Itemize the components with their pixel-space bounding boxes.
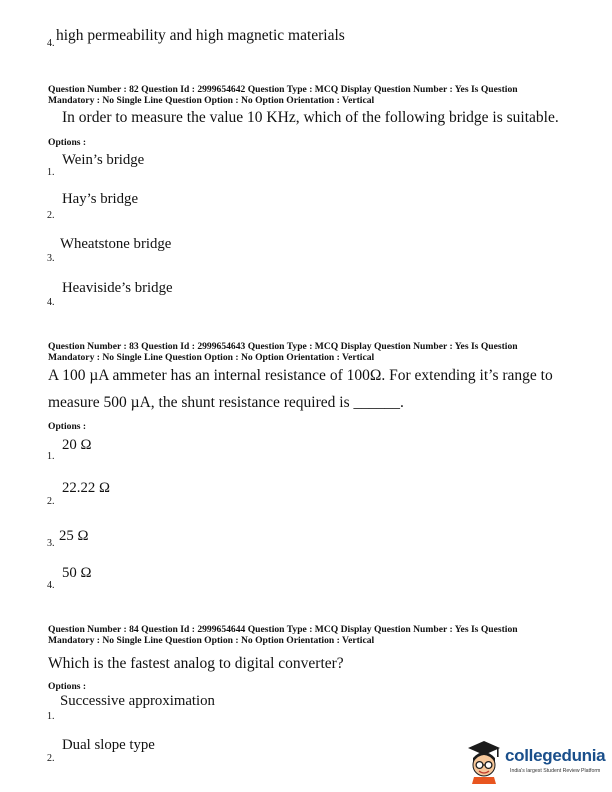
question-83-option-4-text: 50 Ω: [62, 565, 92, 581]
question-82-option-1-number: 1.: [47, 167, 55, 178]
option-number: 4.: [47, 38, 55, 49]
question-82-option-2-number: 2.: [47, 210, 55, 221]
question-83-option-1-text: 20 Ω: [62, 437, 92, 453]
question-84-option-2-text: Dual slope type: [62, 737, 155, 753]
question-83-option-2-number: 2.: [47, 496, 55, 507]
question-83-meta-line-1: Question Number : 83 Question Id : 2999654643 Question Type : MCQ Display Question Number : Yes Is Question: [48, 341, 518, 352]
options-label: Options :: [48, 421, 87, 432]
question-84-option-2-number: 2.: [47, 753, 55, 764]
question-83-text-line-2: measure 500 µA, the shunt resistance required is ______.: [48, 394, 404, 411]
question-84-text: Which is the fastest analog to digital converter?: [48, 655, 344, 672]
question-82-meta-line-2: Mandatory : No Single Line Question Option : No Option Orientation : Vertical: [48, 95, 375, 106]
options-label: Options :: [48, 137, 87, 148]
question-83-option-3-text: 25 Ω: [59, 528, 89, 544]
question-82-option-4-text: Heaviside’s bridge: [62, 280, 173, 296]
question-84-meta-line-2: Mandatory : No Single Line Question Option : No Option Orientation : Vertical: [48, 635, 375, 646]
question-82-option-2-text: Hay’s bridge: [62, 191, 139, 207]
question-84-meta-line-1: Question Number : 84 Question Id : 2999654644 Question Type : MCQ Display Question Number : Yes Is Question: [48, 624, 518, 635]
question-83-option-2-text: 22.22 Ω: [62, 480, 110, 496]
graduate-mascot-icon: [466, 740, 502, 784]
question-83-text-line-1: A 100 µA ammeter has an internal resistance of 100Ω. For extending it’s range to: [48, 367, 553, 384]
question-83-option-4-number: 4.: [47, 580, 55, 591]
question-82-option-4-number: 4.: [47, 297, 55, 308]
question-83-meta-line-2: Mandatory : No Single Line Question Option : No Option Orientation : Vertical: [48, 352, 375, 363]
question-84-option-1-text: Successive approximation: [60, 693, 215, 709]
brand-tagline: India's largest Student Review Platform: [510, 768, 601, 774]
question-82-option-3-number: 3.: [47, 253, 55, 264]
question-82-option-3-text: Wheatstone bridge: [60, 236, 172, 252]
question-82-meta-line-1: Question Number : 82 Question Id : 2999654642 Question Type : MCQ Display Question Number : Yes Is Question: [48, 84, 518, 95]
question-84-option-1-number: 1.: [47, 711, 55, 722]
question-83-option-3-number: 3.: [47, 538, 55, 549]
question-82-option-1-text: Wein’s bridge: [62, 152, 145, 168]
brand-name: collegedunia: [505, 746, 606, 765]
question-82-text: In order to measure the value 10 KHz, which of the following bridge is suitable.: [62, 109, 559, 126]
question-83-option-1-number: 1.: [47, 451, 55, 462]
options-label: Options :: [48, 681, 87, 692]
option-text: high permeability and high magnetic materials: [56, 27, 345, 44]
